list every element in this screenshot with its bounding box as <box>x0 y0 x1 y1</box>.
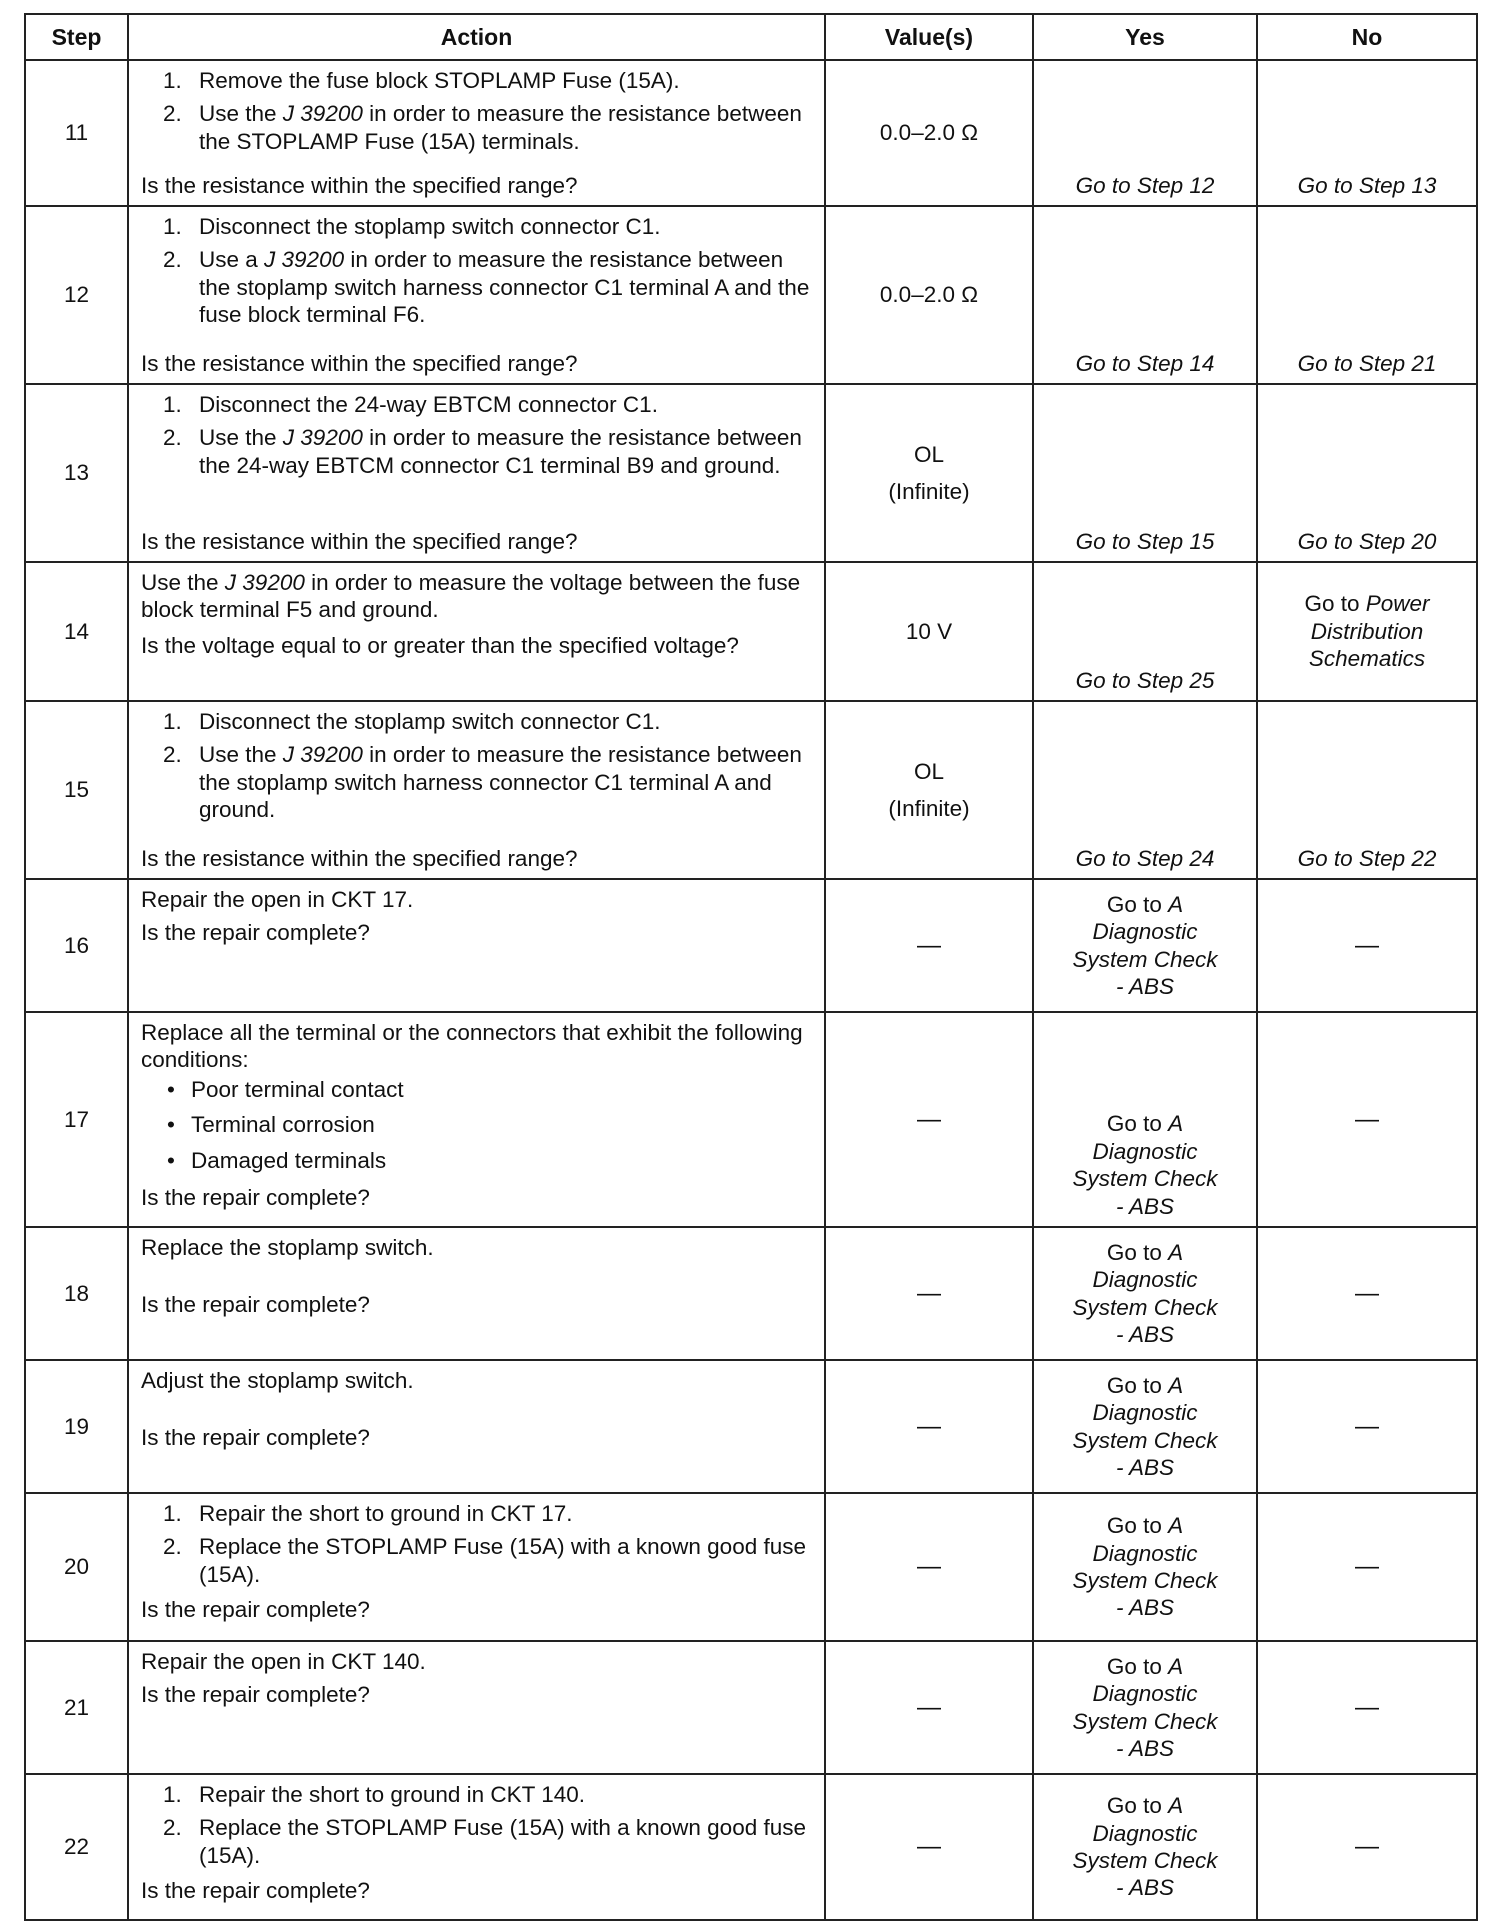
action-cell <box>128 562 825 701</box>
action-step: 1. Disconnect the stoplamp switch connector C1. <box>163 709 661 734</box>
yes-cell: Go to A Diagnostic System Check - ABS <box>1033 1493 1257 1641</box>
action-text: Repair the open in CKT 17. <box>141 887 414 912</box>
table-row <box>25 60 1477 206</box>
header-row <box>25 14 1477 60</box>
action-steps <box>141 1781 812 1875</box>
step-number: 19 <box>25 1360 128 1493</box>
yes-cell: Go to A Diagnostic System Check - ABS <box>1033 1360 1257 1493</box>
action-question: Is the repair complete? <box>141 1425 370 1451</box>
step-number: 11 <box>25 60 128 206</box>
step-number: 12 <box>25 206 128 384</box>
action-cell <box>128 1493 825 1641</box>
yes-cell: Go to Step 15 <box>1033 384 1257 562</box>
action-cell <box>128 701 825 879</box>
step-number: 20 <box>25 1493 128 1641</box>
action-step: 2. Use the J 39200 in order to measure the resistance between the 24-way EBTCM connector C1 terminal B9 and ground. <box>163 425 802 478</box>
step-number: 14 <box>25 562 128 701</box>
no-cell: Go to Step 13 <box>1257 60 1477 206</box>
yes-cell: Go to A Diagnostic System Check - ABS <box>1033 879 1257 1012</box>
table-row <box>25 1641 1477 1774</box>
value-cell: OL (Infinite) <box>825 701 1033 879</box>
action-question: Is the resistance within the specified range? <box>141 350 578 376</box>
action-steps <box>141 213 812 335</box>
value-cell: — <box>825 1774 1033 1920</box>
value-cell: — <box>825 1493 1033 1641</box>
list-item: • Terminal corrosion <box>141 1111 812 1138</box>
header-values: Value(s) <box>825 14 1033 60</box>
no-cell: Go to Step 22 <box>1257 701 1477 879</box>
tool-ref: J 39200 <box>224 570 305 595</box>
action-text: Adjust the stoplamp switch. <box>141 1368 414 1393</box>
condition-list <box>141 1076 812 1182</box>
action-question: Is the resistance within the specified range? <box>141 528 578 554</box>
action-steps <box>141 708 812 830</box>
yes-cell: Go to Step 24 <box>1033 701 1257 879</box>
action-question: Is the repair complete? <box>141 1292 370 1318</box>
action-steps <box>141 1500 812 1594</box>
action-cell <box>128 1774 825 1920</box>
table-row <box>25 1227 1477 1360</box>
header-no: No <box>1257 14 1477 60</box>
step-number: 15 <box>25 701 128 879</box>
value-cell: — <box>825 1641 1033 1774</box>
tool-ref: J 39200 <box>282 425 363 451</box>
table-row <box>25 562 1477 701</box>
tool-ref: J 39200 <box>282 101 363 127</box>
table-row <box>25 701 1477 879</box>
no-cell: — <box>1257 1774 1477 1920</box>
table-row <box>25 206 1477 384</box>
action-step: 1. Remove the fuse block STOPLAMP Fuse (15A). <box>163 68 680 93</box>
yes-cell: Go to Step 12 <box>1033 60 1257 206</box>
action-step: 2. Replace the STOPLAMP Fuse (15A) with a known good fuse (15A). <box>163 1534 806 1587</box>
header-step: Step <box>25 14 128 60</box>
list-item: • Poor terminal contact <box>141 1076 812 1103</box>
action-cell <box>128 60 825 206</box>
value-cell: 0.0–2.0 Ω <box>825 206 1033 384</box>
no-cell: Go to Step 21 <box>1257 206 1477 384</box>
action-step: 2. Replace the STOPLAMP Fuse (15A) with a known good fuse (15A). <box>163 1815 806 1868</box>
step-number: 18 <box>25 1227 128 1360</box>
action-step: 1. Disconnect the 24-way EBTCM connector C1. <box>163 392 658 417</box>
action-cell <box>128 1641 825 1774</box>
step-number: 13 <box>25 384 128 562</box>
table-row <box>25 1774 1477 1920</box>
value-cell: — <box>825 1360 1033 1493</box>
header-yes: Yes <box>1033 14 1257 60</box>
action-cell <box>128 384 825 562</box>
action-text: Use the J 39200 in order to measure the voltage between the fuse block terminal F5 and ground. <box>141 570 801 623</box>
yes-cell: Go to Step 25 <box>1033 562 1257 701</box>
action-cell <box>128 1227 825 1360</box>
no-cell: — <box>1257 1360 1477 1493</box>
action-step: 2. Use the J 39200 in order to measure the resistance between the STOPLAMP Fuse (15A) terminals. <box>163 101 802 154</box>
action-cell <box>128 879 825 1012</box>
action-question: Is the voltage equal to or greater than the specified voltage? <box>141 632 739 658</box>
tool-ref: J 39200 <box>282 742 363 768</box>
action-step: 2. Use the J 39200 in order to measure the resistance between the stoplamp switch harness connector C1 terminal A and ground. <box>163 742 802 823</box>
no-cell: — <box>1257 1493 1477 1641</box>
step-number: 21 <box>25 1641 128 1774</box>
table-row <box>25 1360 1477 1493</box>
action-text: Repair the open in CKT 140. <box>141 1649 426 1674</box>
action-cell <box>128 1012 825 1227</box>
table-row <box>25 384 1477 562</box>
yes-cell: Go to A Diagnostic System Check - ABS <box>1033 1774 1257 1920</box>
no-cell: — <box>1257 879 1477 1012</box>
no-cell: — <box>1257 1227 1477 1360</box>
no-cell: Go to Power Distribution Schematics <box>1257 562 1477 701</box>
action-question: Is the repair complete? <box>141 1185 370 1211</box>
no-cell: — <box>1257 1012 1477 1227</box>
action-step: 2. Use a J 39200 in order to measure the resistance between the stoplamp switch harness connector C1 terminal A and the fuse block terminal F6. <box>163 247 810 328</box>
table-row <box>25 1493 1477 1641</box>
yes-cell: Go to A Diagnostic System Check - ABS <box>1033 1641 1257 1774</box>
yes-cell: Go to A Diagnostic System Check - ABS <box>1033 1012 1257 1227</box>
action-question: Is the repair complete? <box>141 920 370 946</box>
table-row <box>25 1012 1477 1227</box>
action-step: 1. Disconnect the stoplamp switch connector C1. <box>163 214 661 239</box>
value-cell: 10 V <box>825 562 1033 701</box>
value-cell: — <box>825 1012 1033 1227</box>
action-steps <box>141 391 812 485</box>
no-cell: Go to Step 20 <box>1257 384 1477 562</box>
action-cell <box>128 206 825 384</box>
action-question: Is the repair complete? <box>141 1597 370 1623</box>
step-number: 22 <box>25 1774 128 1920</box>
action-text: Replace the stoplamp switch. <box>141 1235 434 1260</box>
action-question: Is the repair complete? <box>141 1682 370 1708</box>
no-cell: — <box>1257 1641 1477 1774</box>
value-cell: 0.0–2.0 Ω <box>825 60 1033 206</box>
yes-cell: Go to A Diagnostic System Check - ABS <box>1033 1227 1257 1360</box>
action-step: 1. Repair the short to ground in CKT 17. <box>163 1501 573 1526</box>
step-number: 17 <box>25 1012 128 1227</box>
action-steps <box>141 67 812 161</box>
value-cell: OL (Infinite) <box>825 384 1033 562</box>
yes-cell: Go to Step 14 <box>1033 206 1257 384</box>
table-row <box>25 879 1477 1012</box>
action-question: Is the repair complete? <box>141 1878 370 1904</box>
header-action: Action <box>128 14 825 60</box>
diagnostic-table <box>24 13 1478 1921</box>
list-item: • Damaged terminals <box>141 1147 812 1174</box>
action-cell <box>128 1360 825 1493</box>
action-step: 1. Repair the short to ground in CKT 140. <box>163 1782 586 1807</box>
action-question: Is the resistance within the specified range? <box>141 845 578 871</box>
tool-ref: J 39200 <box>264 247 345 273</box>
action-text: Replace all the terminal or the connectors that exhibit the following conditions: <box>141 1020 803 1073</box>
step-number: 16 <box>25 879 128 1012</box>
action-question: Is the resistance within the specified range? <box>141 172 578 198</box>
value-cell: — <box>825 1227 1033 1360</box>
value-cell: — <box>825 879 1033 1012</box>
